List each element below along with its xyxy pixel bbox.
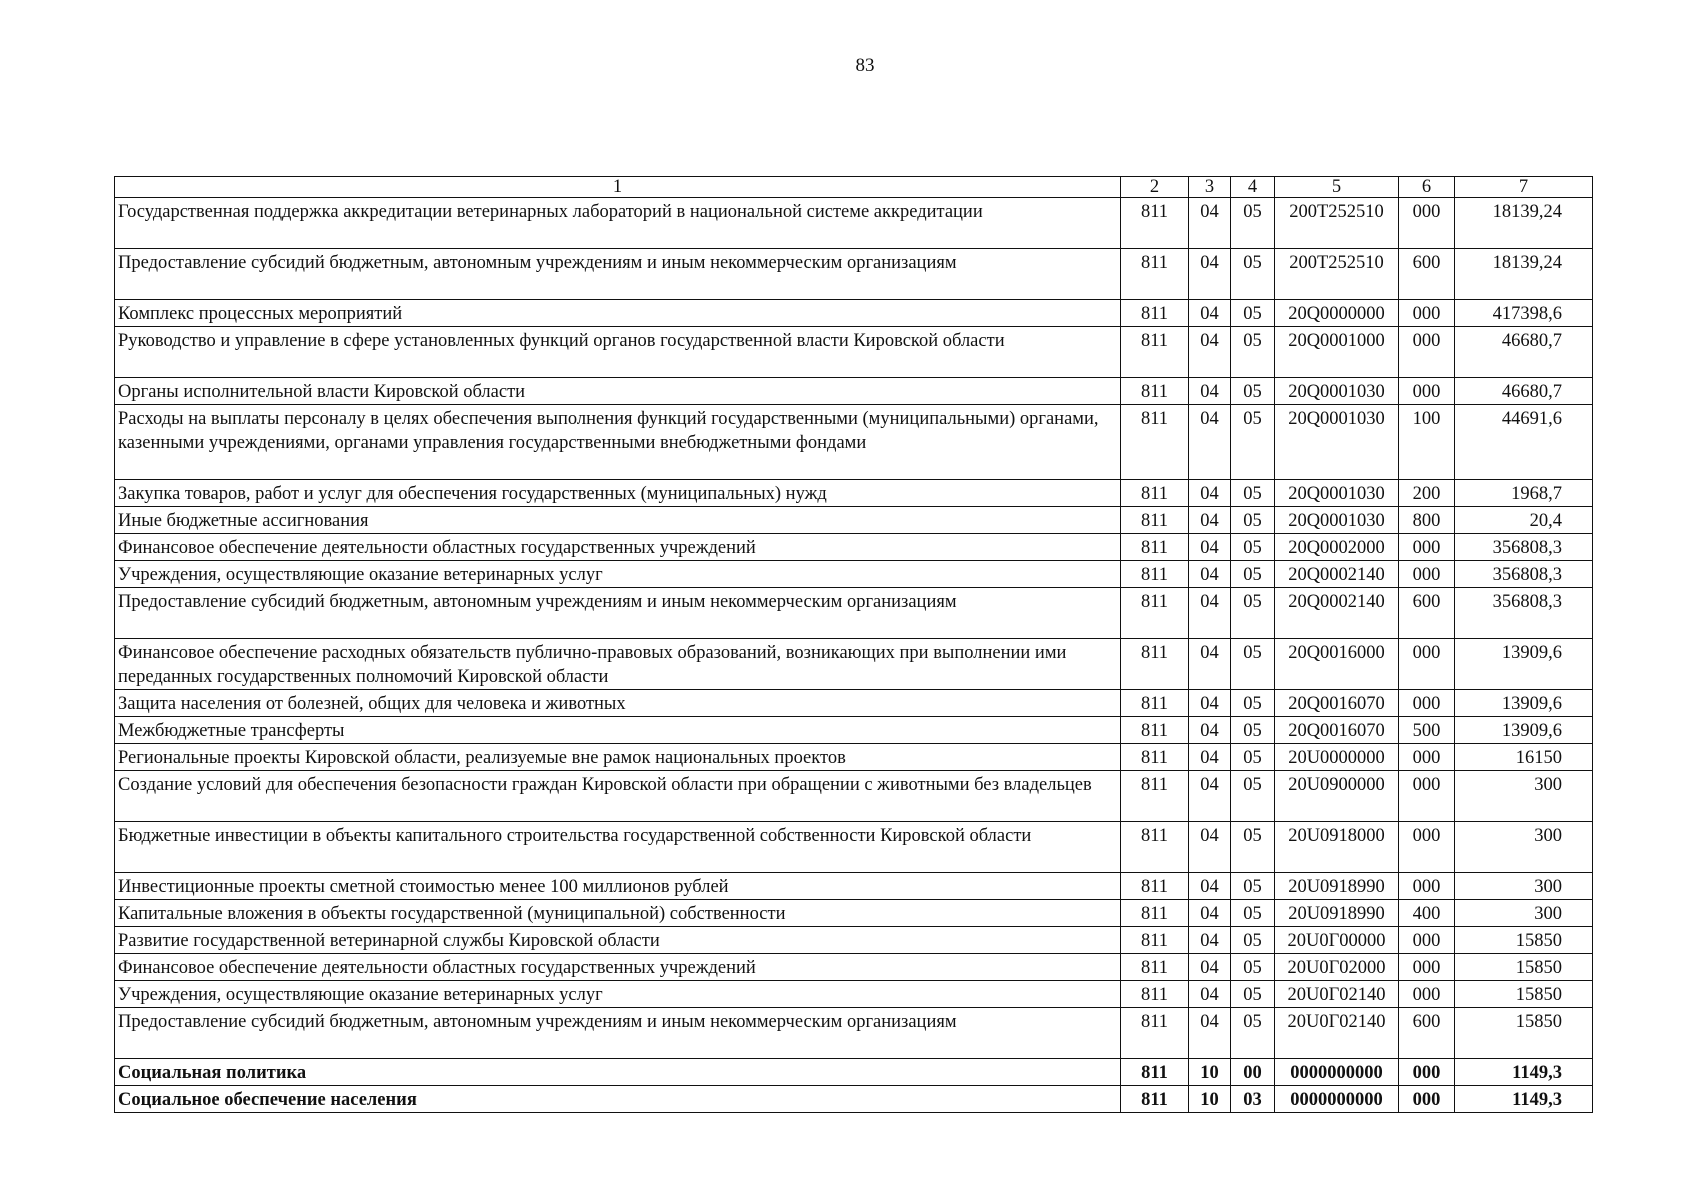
row-ministry-code: 811 xyxy=(1121,507,1189,534)
row-subsection-code: 05 xyxy=(1231,588,1275,639)
row-subsection-code: 05 xyxy=(1231,507,1275,534)
row-amount: 13909,6 xyxy=(1455,639,1593,690)
row-section-code: 04 xyxy=(1189,198,1231,249)
row-expense-type: 000 xyxy=(1399,771,1455,822)
row-ministry-code: 811 xyxy=(1121,927,1189,954)
row-name: Защита населения от болезней, общих для человека и животных xyxy=(115,690,1121,717)
table-row xyxy=(115,900,1593,927)
row-amount: 356808,3 xyxy=(1455,588,1593,639)
row-target-item: 20U0900000 xyxy=(1275,771,1399,822)
row-name: Капитальные вложения в объекты государственной (муниципальной) собственности xyxy=(115,900,1121,927)
row-expense-type: 000 xyxy=(1399,822,1455,873)
table-row xyxy=(115,378,1593,405)
row-ministry-code: 811 xyxy=(1121,771,1189,822)
row-target-item: 20Q0016070 xyxy=(1275,717,1399,744)
row-ministry-code: 811 xyxy=(1121,588,1189,639)
row-amount: 356808,3 xyxy=(1455,561,1593,588)
row-subsection-code: 03 xyxy=(1231,1086,1275,1113)
row-target-item: 20Q0002140 xyxy=(1275,588,1399,639)
row-amount: 20,4 xyxy=(1455,507,1593,534)
row-ministry-code: 811 xyxy=(1121,690,1189,717)
row-ministry-code: 811 xyxy=(1121,249,1189,300)
row-ministry-code: 811 xyxy=(1121,1008,1189,1059)
table-row xyxy=(115,954,1593,981)
row-subsection-code: 05 xyxy=(1231,249,1275,300)
header-col-1: 1 xyxy=(115,177,1121,198)
row-amount: 46680,7 xyxy=(1455,327,1593,378)
row-expense-type: 000 xyxy=(1399,561,1455,588)
row-ministry-code: 811 xyxy=(1121,822,1189,873)
row-name: Социальное обеспечение населения xyxy=(115,1086,1121,1113)
row-section-code: 04 xyxy=(1189,588,1231,639)
row-target-item: 20U0Г02000 xyxy=(1275,954,1399,981)
row-section-code: 04 xyxy=(1189,954,1231,981)
header-col-5: 5 xyxy=(1275,177,1399,198)
row-expense-type: 000 xyxy=(1399,1059,1455,1086)
header-col-3: 3 xyxy=(1189,177,1231,198)
row-expense-type: 000 xyxy=(1399,873,1455,900)
row-expense-type: 400 xyxy=(1399,900,1455,927)
row-subsection-code: 05 xyxy=(1231,480,1275,507)
table-row xyxy=(115,771,1593,822)
row-name: Межбюджетные трансферты xyxy=(115,717,1121,744)
row-amount: 300 xyxy=(1455,900,1593,927)
row-target-item: 20U0918000 xyxy=(1275,822,1399,873)
row-expense-type: 000 xyxy=(1399,300,1455,327)
row-subsection-code: 05 xyxy=(1231,690,1275,717)
table-row xyxy=(115,534,1593,561)
row-expense-type: 600 xyxy=(1399,1008,1455,1059)
row-name: Органы исполнительной власти Кировской области xyxy=(115,378,1121,405)
row-subsection-code: 05 xyxy=(1231,327,1275,378)
row-expense-type: 000 xyxy=(1399,981,1455,1008)
row-amount: 16150 xyxy=(1455,744,1593,771)
row-name: Региональные проекты Кировской области, реализуемые вне рамок национальных проектов xyxy=(115,744,1121,771)
row-target-item: 20Q0001000 xyxy=(1275,327,1399,378)
row-ministry-code: 811 xyxy=(1121,873,1189,900)
row-amount: 15850 xyxy=(1455,927,1593,954)
table-row xyxy=(115,300,1593,327)
row-name: Предоставление субсидий бюджетным, автономным учреждениям и иным некоммерческим организациям xyxy=(115,588,1121,639)
header-col-6: 6 xyxy=(1399,177,1455,198)
row-subsection-code: 05 xyxy=(1231,561,1275,588)
table-row xyxy=(115,690,1593,717)
row-subsection-code: 05 xyxy=(1231,981,1275,1008)
row-subsection-code: 05 xyxy=(1231,378,1275,405)
row-section-code: 04 xyxy=(1189,900,1231,927)
row-amount: 356808,3 xyxy=(1455,534,1593,561)
row-expense-type: 000 xyxy=(1399,378,1455,405)
row-amount: 46680,7 xyxy=(1455,378,1593,405)
row-expense-type: 100 xyxy=(1399,405,1455,480)
row-expense-type: 000 xyxy=(1399,927,1455,954)
row-section-code: 04 xyxy=(1189,405,1231,480)
row-target-item: 20Q0002000 xyxy=(1275,534,1399,561)
row-ministry-code: 811 xyxy=(1121,900,1189,927)
row-ministry-code: 811 xyxy=(1121,1059,1189,1086)
row-section-code: 04 xyxy=(1189,327,1231,378)
table-row xyxy=(115,744,1593,771)
row-subsection-code: 05 xyxy=(1231,822,1275,873)
row-section-code: 04 xyxy=(1189,744,1231,771)
row-name: Расходы на выплаты персоналу в целях обеспечения выполнения функций государственными (муниципальными) органами, казенными учреждениями, органами управления государственными внебюджетными фондами xyxy=(115,405,1121,480)
row-section-code: 04 xyxy=(1189,981,1231,1008)
row-subsection-code: 05 xyxy=(1231,744,1275,771)
header-col-4: 4 xyxy=(1231,177,1275,198)
row-target-item: 20Q0016000 xyxy=(1275,639,1399,690)
row-ministry-code: 811 xyxy=(1121,561,1189,588)
table-row xyxy=(115,405,1593,480)
row-section-code: 04 xyxy=(1189,822,1231,873)
table-row xyxy=(115,561,1593,588)
row-ministry-code: 811 xyxy=(1121,744,1189,771)
row-subsection-code: 05 xyxy=(1231,900,1275,927)
row-name: Предоставление субсидий бюджетным, автономным учреждениям и иным некоммерческим организациям xyxy=(115,249,1121,300)
table-row xyxy=(115,507,1593,534)
row-name: Финансовое обеспечение расходных обязательств публично-правовых образований, возникающих при выполнении ими переданных государственных полномочий Кировской области xyxy=(115,639,1121,690)
row-target-item: 20Q0016070 xyxy=(1275,690,1399,717)
table-row xyxy=(115,639,1593,690)
row-amount: 300 xyxy=(1455,771,1593,822)
row-ministry-code: 811 xyxy=(1121,378,1189,405)
table-row xyxy=(115,981,1593,1008)
row-target-item: 20Q0000000 xyxy=(1275,300,1399,327)
row-amount: 15850 xyxy=(1455,981,1593,1008)
row-name: Комплекс процессных мероприятий xyxy=(115,300,1121,327)
table-row xyxy=(115,480,1593,507)
row-name: Финансовое обеспечение деятельности областных государственных учреждений xyxy=(115,954,1121,981)
row-section-code: 04 xyxy=(1189,561,1231,588)
row-section-code: 04 xyxy=(1189,927,1231,954)
row-subsection-code: 05 xyxy=(1231,954,1275,981)
row-amount: 13909,6 xyxy=(1455,717,1593,744)
row-expense-type: 000 xyxy=(1399,327,1455,378)
row-target-item: 0000000000 xyxy=(1275,1059,1399,1086)
row-section-code: 10 xyxy=(1189,1059,1231,1086)
row-section-code: 04 xyxy=(1189,249,1231,300)
row-ministry-code: 811 xyxy=(1121,981,1189,1008)
row-name: Инвестиционные проекты сметной стоимостью менее 100 миллионов рублей xyxy=(115,873,1121,900)
table-row xyxy=(115,927,1593,954)
row-target-item: 0000000000 xyxy=(1275,1086,1399,1113)
row-expense-type: 600 xyxy=(1399,588,1455,639)
header-col-2: 2 xyxy=(1121,177,1189,198)
row-ministry-code: 811 xyxy=(1121,639,1189,690)
row-subsection-code: 05 xyxy=(1231,1008,1275,1059)
row-amount: 300 xyxy=(1455,873,1593,900)
row-name: Государственная поддержка аккредитации ветеринарных лабораторий в национальной системе аккредитации xyxy=(115,198,1121,249)
row-target-item: 20Q0001030 xyxy=(1275,507,1399,534)
row-amount: 417398,6 xyxy=(1455,300,1593,327)
row-name: Социальная политика xyxy=(115,1059,1121,1086)
table-row xyxy=(115,822,1593,873)
row-name: Создание условий для обеспечения безопасности граждан Кировской области при обращении с животными без владельцев xyxy=(115,771,1121,822)
row-target-item: 20U0918990 xyxy=(1275,873,1399,900)
row-section-code: 04 xyxy=(1189,717,1231,744)
row-subsection-code: 05 xyxy=(1231,927,1275,954)
row-target-item: 200Т252510 xyxy=(1275,198,1399,249)
row-section-code: 04 xyxy=(1189,378,1231,405)
row-name: Предоставление субсидий бюджетным, автономным учреждениям и иным некоммерческим организациям xyxy=(115,1008,1121,1059)
row-section-code: 04 xyxy=(1189,639,1231,690)
page-number: 83 xyxy=(855,55,875,76)
table-row xyxy=(115,1059,1593,1086)
row-subsection-code: 05 xyxy=(1231,717,1275,744)
row-expense-type: 000 xyxy=(1399,744,1455,771)
row-name: Учреждения, осуществляющие оказание ветеринарных услуг xyxy=(115,561,1121,588)
row-section-code: 04 xyxy=(1189,507,1231,534)
row-amount: 1149,3 xyxy=(1455,1086,1593,1113)
row-name: Учреждения, осуществляющие оказание ветеринарных услуг xyxy=(115,981,1121,1008)
row-section-code: 04 xyxy=(1189,690,1231,717)
row-subsection-code: 05 xyxy=(1231,405,1275,480)
row-ministry-code: 811 xyxy=(1121,954,1189,981)
table-row xyxy=(115,327,1593,378)
row-name: Финансовое обеспечение деятельности областных государственных учреждений xyxy=(115,534,1121,561)
row-amount: 44691,6 xyxy=(1455,405,1593,480)
row-target-item: 20Q0001030 xyxy=(1275,480,1399,507)
row-amount: 1968,7 xyxy=(1455,480,1593,507)
row-expense-type: 200 xyxy=(1399,480,1455,507)
row-ministry-code: 811 xyxy=(1121,327,1189,378)
row-expense-type: 000 xyxy=(1399,198,1455,249)
budget-table xyxy=(114,176,1593,1113)
row-subsection-code: 05 xyxy=(1231,873,1275,900)
row-amount: 15850 xyxy=(1455,954,1593,981)
table-row xyxy=(115,1086,1593,1113)
row-amount: 18139,24 xyxy=(1455,249,1593,300)
row-ministry-code: 811 xyxy=(1121,480,1189,507)
row-expense-type: 800 xyxy=(1399,507,1455,534)
row-section-code: 04 xyxy=(1189,534,1231,561)
row-subsection-code: 05 xyxy=(1231,639,1275,690)
row-section-code: 10 xyxy=(1189,1086,1231,1113)
row-ministry-code: 811 xyxy=(1121,300,1189,327)
row-target-item: 20Q0001030 xyxy=(1275,378,1399,405)
row-target-item: 200Т252510 xyxy=(1275,249,1399,300)
row-expense-type: 000 xyxy=(1399,534,1455,561)
row-section-code: 04 xyxy=(1189,873,1231,900)
row-amount: 15850 xyxy=(1455,1008,1593,1059)
row-expense-type: 000 xyxy=(1399,1086,1455,1113)
row-expense-type: 600 xyxy=(1399,249,1455,300)
row-ministry-code: 811 xyxy=(1121,534,1189,561)
table-row xyxy=(115,873,1593,900)
row-subsection-code: 05 xyxy=(1231,534,1275,561)
row-target-item: 20U0Г02140 xyxy=(1275,1008,1399,1059)
table-header-row xyxy=(115,177,1593,198)
table-row xyxy=(115,717,1593,744)
row-section-code: 04 xyxy=(1189,300,1231,327)
row-ministry-code: 811 xyxy=(1121,717,1189,744)
row-name: Закупка товаров, работ и услуг для обеспечения государственных (муниципальных) нужд xyxy=(115,480,1121,507)
row-name: Иные бюджетные ассигнования xyxy=(115,507,1121,534)
row-expense-type: 000 xyxy=(1399,690,1455,717)
row-subsection-code: 05 xyxy=(1231,300,1275,327)
row-amount: 13909,6 xyxy=(1455,690,1593,717)
row-section-code: 04 xyxy=(1189,771,1231,822)
row-section-code: 04 xyxy=(1189,480,1231,507)
row-target-item: 20Q0001030 xyxy=(1275,405,1399,480)
row-expense-type: 500 xyxy=(1399,717,1455,744)
row-expense-type: 000 xyxy=(1399,954,1455,981)
row-ministry-code: 811 xyxy=(1121,198,1189,249)
row-ministry-code: 811 xyxy=(1121,1086,1189,1113)
table-row xyxy=(115,588,1593,639)
row-amount: 18139,24 xyxy=(1455,198,1593,249)
row-subsection-code: 05 xyxy=(1231,198,1275,249)
table-row xyxy=(115,1008,1593,1059)
header-col-7: 7 xyxy=(1455,177,1593,198)
row-target-item: 20U0Г02140 xyxy=(1275,981,1399,1008)
row-target-item: 20U0Г00000 xyxy=(1275,927,1399,954)
row-target-item: 20Q0002140 xyxy=(1275,561,1399,588)
row-section-code: 04 xyxy=(1189,1008,1231,1059)
row-target-item: 20U0918990 xyxy=(1275,900,1399,927)
row-name: Развитие государственной ветеринарной службы Кировской области xyxy=(115,927,1121,954)
row-name: Руководство и управление в сфере установленных функций органов государственной власти Кировской области xyxy=(115,327,1121,378)
table-row xyxy=(115,249,1593,300)
row-subsection-code: 00 xyxy=(1231,1059,1275,1086)
row-amount: 1149,3 xyxy=(1455,1059,1593,1086)
row-amount: 300 xyxy=(1455,822,1593,873)
row-name: Бюджетные инвестиции в объекты капитального строительства государственной собственности Кировской области xyxy=(115,822,1121,873)
row-subsection-code: 05 xyxy=(1231,771,1275,822)
row-ministry-code: 811 xyxy=(1121,405,1189,480)
row-target-item: 20U0000000 xyxy=(1275,744,1399,771)
row-expense-type: 000 xyxy=(1399,639,1455,690)
table-row xyxy=(115,198,1593,249)
